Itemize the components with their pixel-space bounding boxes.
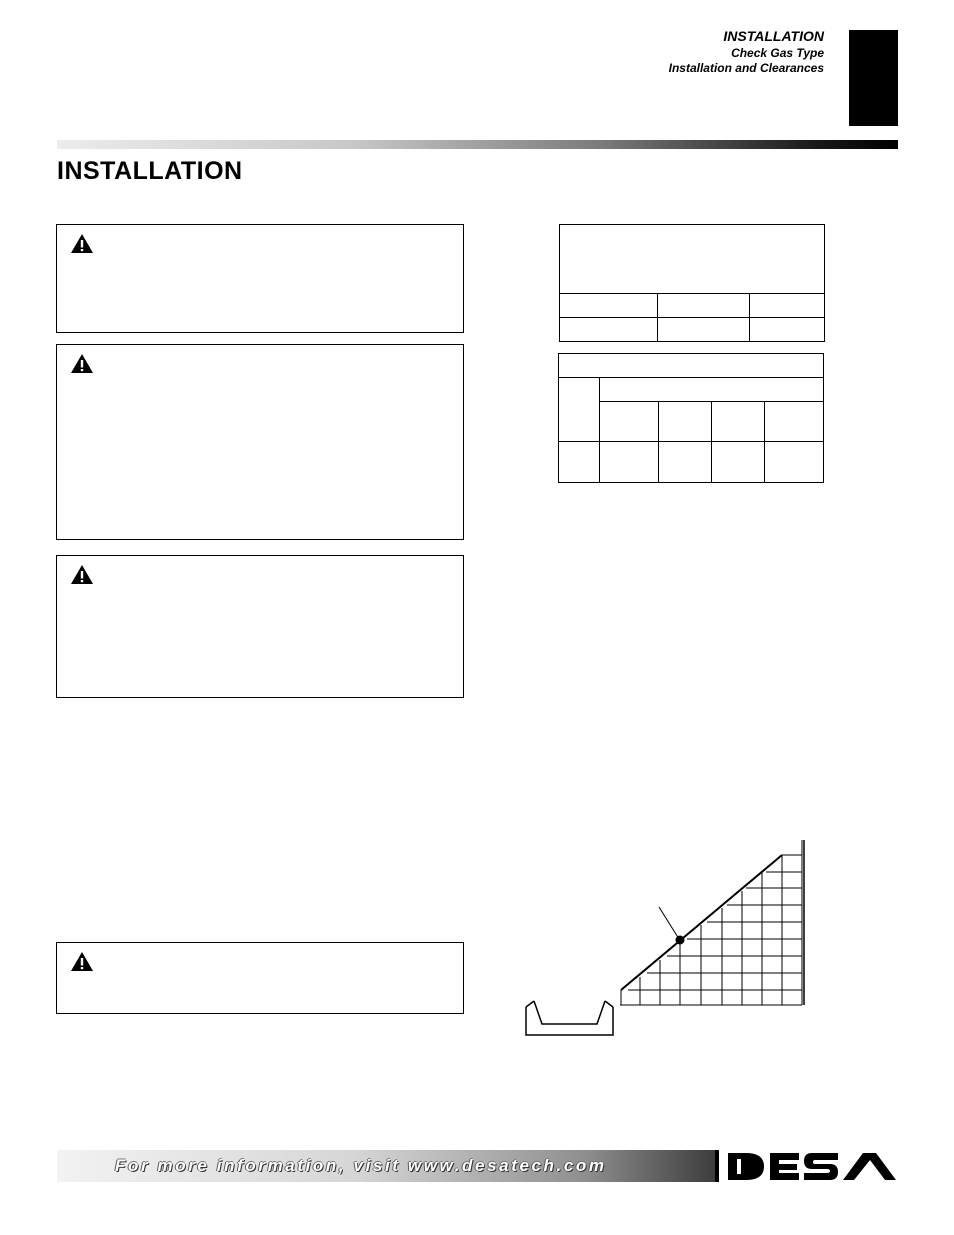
table-cell [712,402,765,442]
warning-triangle-icon [70,951,94,972]
callout-leader-line [659,907,679,939]
gas-type-table [559,224,825,342]
table-cell [560,318,658,342]
header-subtitle-gas-type: Check Gas Type [731,46,824,60]
clearance-table-title-cell [559,354,824,378]
table-cell [765,402,824,442]
warning-box-4 [56,942,464,1014]
table-cell [658,318,750,342]
table-cell [600,378,824,402]
clearance-grid [620,840,802,1005]
table-cell [560,294,658,318]
burner-tray-lip [526,1001,534,1007]
table-cell [600,442,659,483]
table-cell [765,442,824,483]
table-cell [659,442,712,483]
header-section-title: INSTALLATION [723,28,824,44]
warning-triangle-icon [70,564,94,585]
burner-tray-inner [534,1001,605,1024]
table-cell [750,318,825,342]
desa-logo [725,1150,899,1183]
header-gradient-rule [57,140,898,149]
header-subtitle-clearances: Installation and Clearances [668,61,824,75]
clearance-diagram [520,835,820,1040]
footer-website-text[interactable]: For more information, visit www.desatech.com [115,1156,607,1175]
burner-tray-lip [605,1001,613,1007]
clearance-table [558,353,824,483]
gas-type-table-caption-cell [560,225,825,294]
warning-triangle-icon [70,233,94,254]
footer-bar-cap [715,1150,719,1182]
warning-triangle-icon [70,353,94,374]
warning-box-3 [56,555,464,698]
table-cell [750,294,825,318]
table-cell [559,442,600,483]
warning-box-2 [56,344,464,540]
warning-box-1 [56,224,464,333]
table-cell [712,442,765,483]
table-cell [559,378,600,442]
page-title: INSTALLATION [57,157,243,185]
table-cell [659,402,712,442]
table-cell [658,294,750,318]
burner-tray-outline [526,1007,613,1035]
callout-point [676,936,685,945]
page-tab-marker [849,30,898,126]
table-cell [600,402,659,442]
